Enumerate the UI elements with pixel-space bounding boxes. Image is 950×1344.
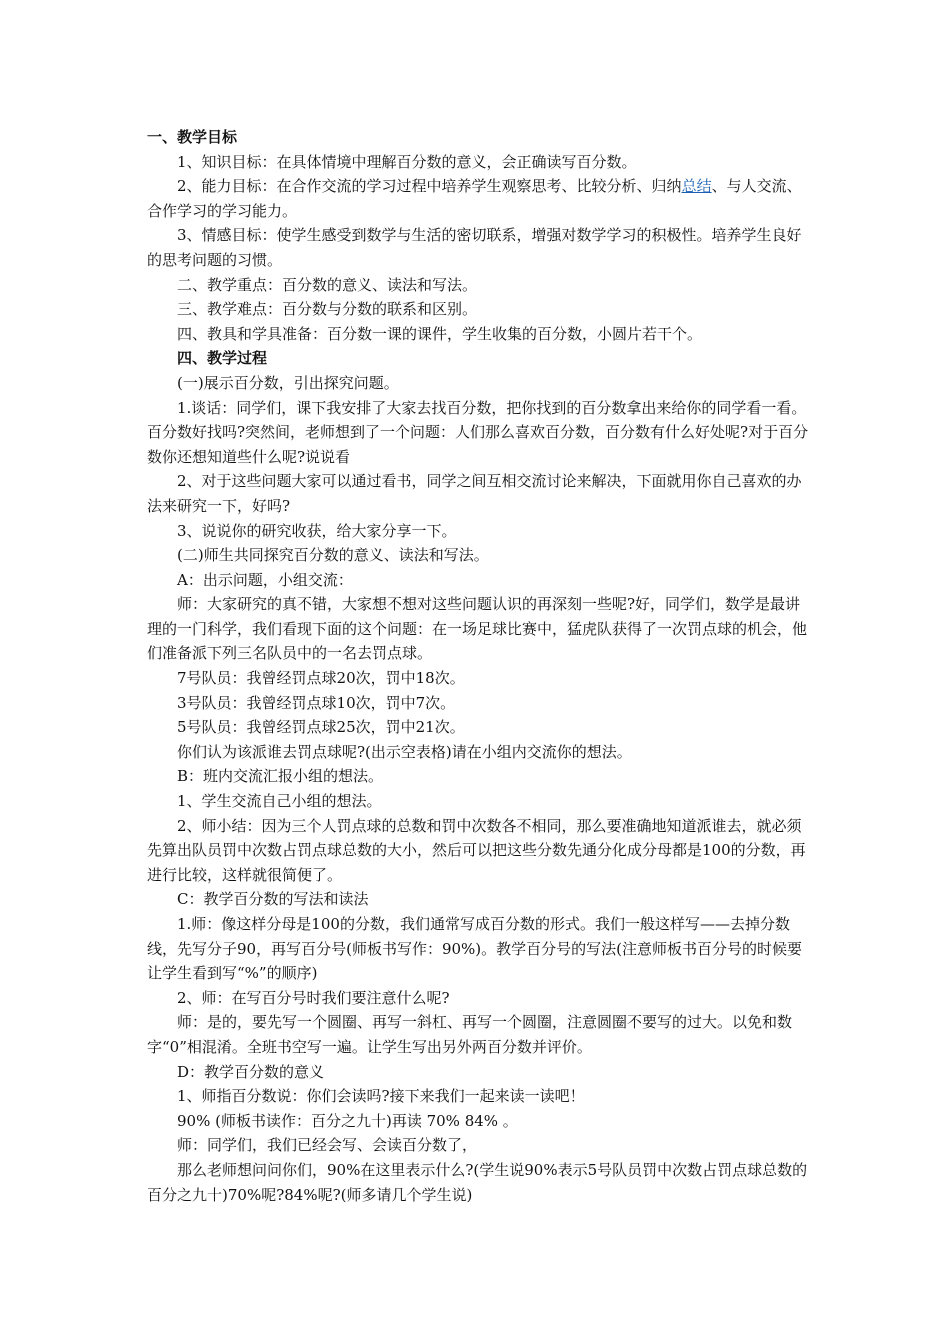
- link-summary[interactable]: 总结: [681, 177, 712, 196]
- paragraph: 1、知识目标：在具体情境中理解百分数的意义，会正确读写百分数。: [177, 152, 637, 171]
- paragraph-text: 2、能力目标：在合作交流的学习过程中培养学生观察思考、比较分析、归纳: [177, 177, 682, 196]
- document-body: [147, 125, 809, 1207]
- paragraph: 3、情感目标：使学生感受到数学与生活的密切联系，增强对数学学习的积极性。培养学生良好的思考问题的习惯。: [147, 226, 802, 269]
- paragraph: 1、师指百分数说：你们会读吗?接下来我们一起来读一读吧！: [177, 1087, 585, 1106]
- paragraph: 5号队员：我曾经罚点球25次，罚中21次。: [177, 718, 465, 737]
- section-heading: 一、教学目标: [147, 128, 238, 146]
- paragraph: 2、对于这些问题大家可以通过看书，同学之间互相交流讨论来解决，下面就用你自己喜欢的办法来研究一下，好吗?: [147, 472, 802, 515]
- paragraph-text: 、与人交流、合作学习的学习能力。: [147, 177, 802, 220]
- paragraph: 那么老师想问问你们，90%在这里表示什么?(学生说90%表示5号队员罚中次数占罚点球总数的百分之九十)70%呢?84%呢?(师多请几个学生说): [147, 1160, 808, 1204]
- paragraph: 3、说说你的研究收获，给大家分享一下。: [177, 521, 457, 540]
- paragraph: 2、师：在写百分号时我们要注意什么呢?: [177, 988, 450, 1007]
- paragraph: 1.师：像这样分母是100的分数，我们通常写成百分数的形式。我们一般这样写——去掉分数线，先写分子90，再写百分号(师板书写作：90%)。教学百分号的写法(注意师板书百分号的时候要让学生看到写“%”的顺序): [147, 915, 802, 983]
- section-heading: 四、教学过程: [177, 349, 268, 368]
- paragraph: 7号队员：我曾经罚点球20次，罚中18次。: [177, 669, 465, 688]
- paragraph: 师：是的，要先写一个圆圈、再写一斜杠、再写一个圆圈，注意圆圈不要写的过大。以免和数字“0”相混淆。全班书空写一遍。让学生写出另外两百分数并评价。: [147, 1013, 793, 1056]
- paragraph: D：教学百分数的意义: [177, 1062, 325, 1081]
- paragraph: 1.谈话：同学们，课下我安排了大家去找百分数，把你找到的百分数拿出来给你的同学看一看。百分数好找吗?突然间，老师想到了一个问题：人们那么喜欢百分数，百分数有什么好处呢?对于百分数你还想知道些什么呢?说说看: [147, 398, 809, 466]
- paragraph: [147, 174, 809, 223]
- paragraph: 师：同学们，我们已经会写、会读百分数了，: [177, 1136, 478, 1155]
- paragraph: B：班内交流汇报小组的想法。: [177, 767, 384, 786]
- paragraph: 2、师小结：因为三个人罚点球的总数和罚中次数各不相同，那么要准确地知道派谁去，就必须先算出队员罚中次数占罚点球总数的大小，然后可以把这些分数先通分化成分母都是100的分数，再进行比较，这样就很简便了。: [147, 816, 806, 884]
- paragraph: A：出示问题，小组交流：: [177, 570, 353, 589]
- paragraph: 1、学生交流自己小组的想法。: [177, 792, 382, 811]
- paragraph: 你们认为该派谁去罚点球呢?(出示空表格)请在小组内交流你的想法。: [177, 742, 632, 761]
- paragraph: 二、教学重点：百分数的意义、读法和写法。: [177, 275, 478, 294]
- paragraph: 三、教学难点：百分数与分数的联系和区别。: [177, 300, 478, 319]
- paragraph: C：教学百分数的写法和读法: [177, 890, 369, 909]
- paragraph: (一)展示百分数，引出探究问题。: [177, 373, 399, 392]
- paragraph: 3号队员：我曾经罚点球10次，罚中7次。: [177, 693, 456, 712]
- paragraph: (二)师生共同探究百分数的意义、读法和写法。: [177, 546, 489, 565]
- paragraph: 师：大家研究的真不错，大家想不想对这些问题认识的再深刻一些呢?好，同学们，数学是最讲理的一门科学，我们看现下面的这个问题：在一场足球比赛中，猛虎队获得了一次罚点球的机会，他们准备派下列三名队员中的一名去罚点球。: [147, 595, 808, 663]
- paragraph: 90% (师板书读作：百分之九十)再读 70% 84% 。: [177, 1111, 518, 1130]
- paragraph: 四、教具和学具准备：百分数一课的课件，学生收集的百分数，小圆片若干个。: [177, 324, 703, 343]
